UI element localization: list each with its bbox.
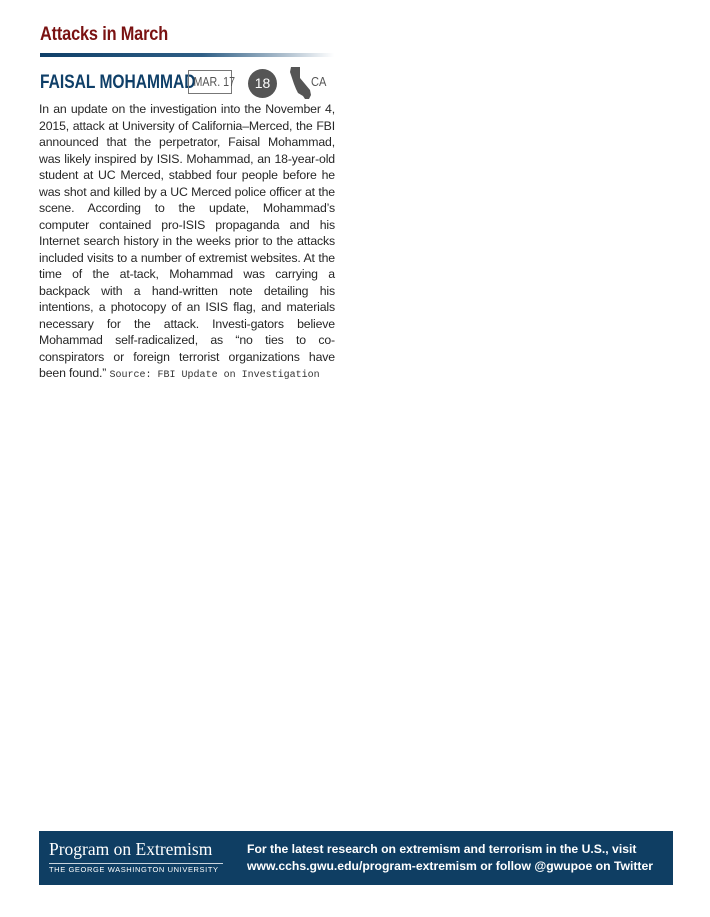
- person-name: FAISAL MOHAMMAD: [40, 72, 196, 93]
- date-box: [188, 70, 236, 94]
- state-code: CA: [311, 74, 327, 89]
- footer-brand: Program on Extremism: [49, 839, 213, 859]
- footer-message-line1: For the latest research on extremism and terrorism in the U.S., visit: [247, 842, 637, 856]
- age-badge: 18: [248, 69, 277, 98]
- footer-message-line2: www.cchs.gwu.edu/program-extremism or follow @gwupoe on Twitter: [247, 859, 653, 873]
- state-label: [311, 74, 329, 89]
- footer-message: [247, 841, 653, 875]
- title-rule: [40, 53, 334, 57]
- section-title: Attacks in March: [40, 24, 169, 45]
- footer-university: THE GEORGE WASHINGTON UNIVERSITY: [49, 863, 223, 874]
- footer-banner: [39, 831, 673, 885]
- source-citation: Source: FBI Update on Investigation: [109, 370, 320, 381]
- entry-text: In an update on the investigation into the November 4, 2015, attack at University of California–Merced, the FBI announced that the perpetrator, Faisal Mohammad, was likely inspired by ISIS. Mohammad, an 18-year-old student at UC Merced, stabbed four people before he was shot and killed by a UC Merced police officer at the scene. According to the update, Mohammad’s computer contained pro-ISIS propaganda and his Internet search history in the weeks prior to the attacks included visits to a number of extremist websites. At the time of the at-tack, Mohammad was carrying a backpack with a hand-written note detailing his intentions, a photocopy of an ISIS flag, and materials necessary for the attack. Investi-gators believe Mohammad self-radicalized, as “no ties to co-conspirators or foreign terrorist organizations have been found.”: [39, 102, 335, 380]
- entry-body: [39, 101, 335, 385]
- date-label: MAR. 17: [193, 74, 236, 89]
